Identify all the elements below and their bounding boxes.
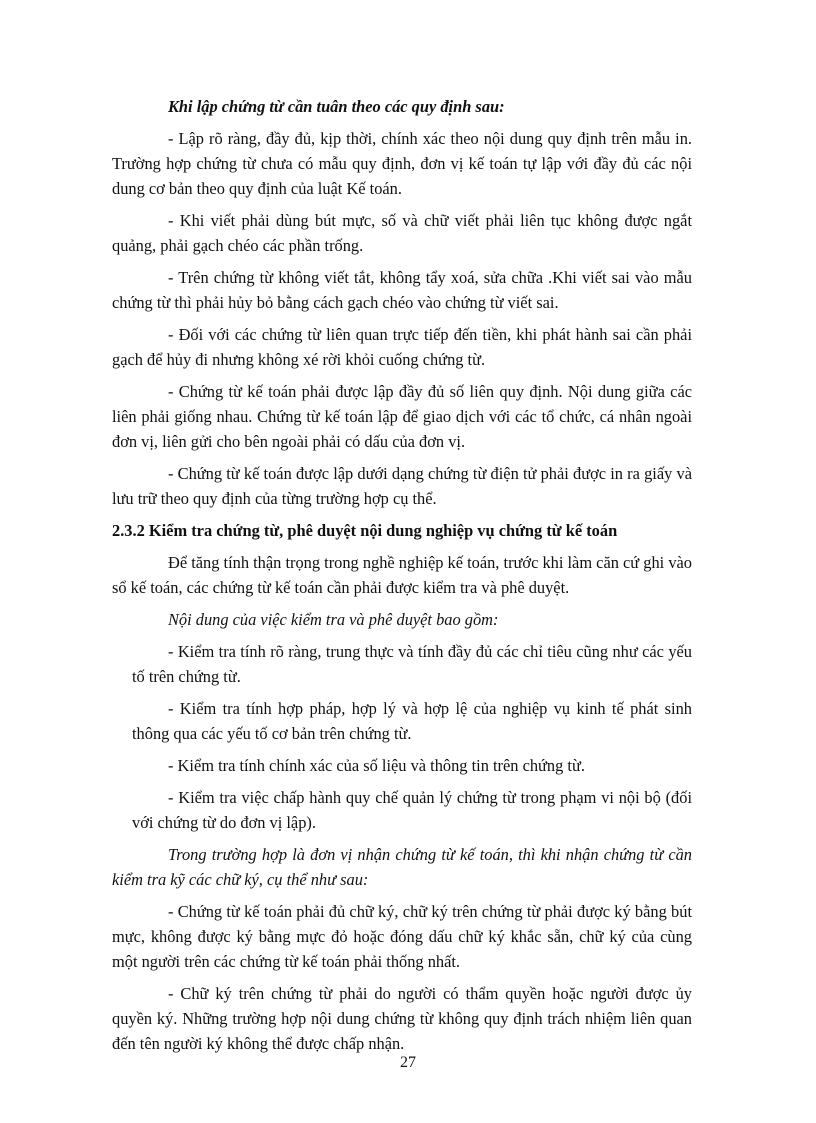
list-item: - Kiểm tra tính chính xác của số liệu và thông tin trên chứng từ. [168,756,585,775]
list-item: - Đối với các chứng từ liên quan trực tiếp đến tiền, khi phát hành sai cần phải gạch để hủy đi nhưng không xé rời khỏi cuống chứng từ. [112,325,692,369]
list-item: - Chữ ký trên chứng từ phải do người có thẩm quyền hoặc người được ủy quyền ký. Những trường hợp nội dung chứng từ không quy định trách nhiệm liên quan đến tên người ký không thể được chấp nhận. [112,984,692,1053]
section-heading: 2.3.2 Kiểm tra chứng từ, phê duyệt nội dung nghiệp vụ chứng từ kế toán [112,521,618,540]
list-item: - Chứng từ kế toán phải được lập đầy đủ số liên quy định. Nội dung giữa các liên phải giống nhau. Chứng từ kế toán lập để giao dịch với các tổ chức, cá nhân ngoài đơn vị, liên gửi cho bên ngoài phải có dấu của đơn vị. [112,382,692,451]
list-item: - Trên chứng từ không viết tắt, không tẩy xoá, sửa chữa .Khi viết sai vào mẫu chứng từ thì phải hủy bỏ bằng cách gạch chéo vào chứng từ viết sai. [112,268,692,312]
page-number: 27 [400,1054,416,1071]
list-item: - Kiểm tra tính hợp pháp, hợp lý và hợp lệ của nghiệp vụ kinh tế phát sinh thông qua các yếu tố cơ bản trên chứng từ. [132,699,692,743]
note-paragraph: Trong trường hợp là đơn vị nhận chứng từ kế toán, thì khi nhận chứng từ cần kiểm tra kỹ các chữ ký, cụ thể như sau: [112,845,692,889]
section1-title: Khi lập chứng từ cần tuân theo các quy định sau: [168,97,505,116]
list-item: - Kiểm tra tính rõ ràng, trung thực và tính đầy đủ các chỉ tiêu cũng như các yếu tố trên chứng từ. [132,642,692,686]
document-page [112,94,692,1063]
list-item: - Chứng từ kế toán phải đủ chữ ký, chữ ký trên chứng từ phải được ký bằng bút mực, không được ký bằng mực đỏ hoặc đóng dấu chữ ký khắc sẵn, chữ ký của cùng một người trên các chứng từ kế toán phải thống nhất. [112,902,692,971]
list-item: - Chứng từ kế toán được lập dưới dạng chứng từ điện tử phải được in ra giấy và lưu trữ theo quy định của từng trường hợp cụ thể. [112,464,692,508]
section2-subtitle: Nội dung của việc kiểm tra và phê duyệt bao gồm: [168,610,499,629]
list-item: - Khi viết phải dùng bút mực, số và chữ viết phải liên tục không được ngắt quảng, phải gạch chéo các phần trống. [112,211,692,255]
list-item: - Lập rõ ràng, đầy đủ, kịp thời, chính xác theo nội dung quy định trên mẫu in. Trường hợp chứng từ chưa có mẫu quy định, đơn vị kế toán tự lập với đầy đủ các nội dung cơ bản theo quy định của luật Kế toán. [112,129,692,198]
intro-paragraph: Để tăng tính thận trọng trong nghề nghiệp kế toán, trước khi làm căn cứ ghi vào sổ kế toán, các chứng từ kế toán cần phải được kiểm tra và phê duyệt. [112,553,692,597]
list-item: - Kiểm tra việc chấp hành quy chế quản lý chứng từ trong phạm vi nội bộ (đối với chứng từ do đơn vị lập). [132,788,692,832]
